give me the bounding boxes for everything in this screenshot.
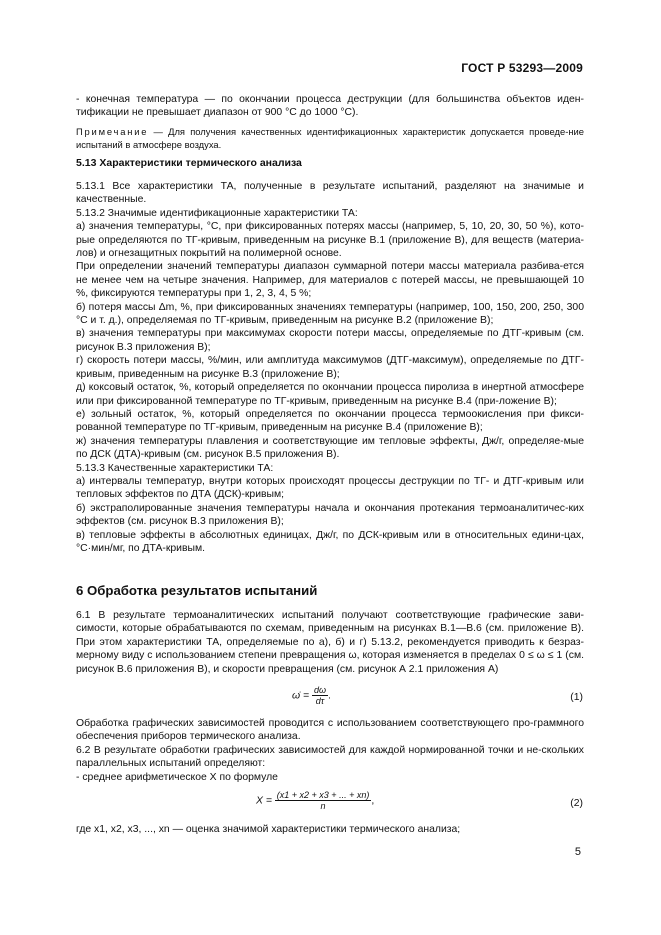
equation-1-denominator: dτ xyxy=(315,696,325,706)
note-text: — Для получения качественных идентификационных характеристик допускается проведе-ние испытаний в атмосфере воздуха. xyxy=(76,126,584,150)
paragraph-mean: - среднее арифметическое X по формуле xyxy=(76,771,278,783)
item-d-coke: д) коксовый остаток, %, который определяется по окончании процесса пиролиза в инертной атмосфере или при фиксированной температуре по ТГ-кривым, приведенным на рисунке В.4 (при-ложение В); xyxy=(76,382,584,407)
item-zh-melting: ж) значения температуры плавления и соответствующие им тепловые эффекты, Дж/г, определяе-мые по ДСК (ДТА)-кривым (см. рисунок В.5 приложения В). xyxy=(76,435,584,461)
equation-2-fraction xyxy=(275,790,375,811)
equation-2-number: (2) xyxy=(570,798,583,809)
section-6-1-body xyxy=(76,609,584,676)
intro-block xyxy=(76,93,584,120)
page-number: 5 xyxy=(574,846,581,858)
paragraph-processing: Обработка графических зависимостей проводится с использованием соответствующего про-граммного обеспечения приборов термического анализа. xyxy=(76,718,584,743)
paragraph-5-13-1: 5.13.1 Все характеристики ТА, полученные в результате испытаний, разделяют на значимые и качественные. xyxy=(76,181,584,206)
item-qa-intervals: а) интервалы температур, внутри которых происходят процессы деструкции по ТГ- и ДТГ-кривым или тепловых эффектов по ДТА (ДСК)-кривым; xyxy=(76,475,584,501)
item-a-temperature: а) значения температуры, °С, при фиксированных потерях массы (например, 5, 10, 20, 30, 50 %), кото-рые определяются по ТГ-кривым, приведенным на рисунке В.1 (приложение В), для веществ (материа-лов) и огнезащитных покрытий на полимерной основе. xyxy=(76,221,584,260)
equation-1-numerator: dω xyxy=(313,685,326,695)
equation-2-numerator: (x1 + x2 + x3 + ... + xn) xyxy=(276,790,370,800)
item-v-dtg: в) значения температуры при максимумах скорости потери массы, определяемые по ДТГ-кривым (см. рисунок В.3 приложения В); xyxy=(76,328,584,353)
paragraph-5-13-2: 5.13.2 Значимые идентификационные характеристики ТА: xyxy=(76,207,358,219)
note-label: Примечание xyxy=(76,126,149,137)
equation-1-fraction xyxy=(312,685,328,706)
standard-header: ГОСТ Р 53293—2009 xyxy=(461,61,583,75)
item-g-rate: г) скорость потери массы, %/мин, или амплитуда максимумов (ДТГ-максимум), определяемые по ДТГ-кривым, приведенным на рисунке В.3 (приложение В); xyxy=(76,355,584,380)
paragraph-6-2: 6.2 В результате обработки графических зависимостей для каждой нормированной точки и не-скольких параллельных испытаний определяют: xyxy=(76,744,584,770)
equation-1-number: (1) xyxy=(570,692,583,703)
item-e-ash: е) зольный остаток, %, который определяется по окончании процесса термоокисления при фикси-рованной температуре по ТГ-кривым, приведенным на рисунке В.4 (приложение В); xyxy=(76,408,584,434)
section-5-13-heading: 5.13 Характеристики термического анализа xyxy=(76,157,302,169)
where-line xyxy=(76,823,584,836)
equation-1 xyxy=(292,685,331,706)
item-b-mass-loss: б) потеря массы Δm, %, при фиксированных значениях температуры (например, 100, 150, 200, 250, 300 °С и т. д.), определяемая по ТГ-кривым, приведенным на рисунке В.2 (приложение В); xyxy=(76,301,584,327)
item-qv-thermal: в) тепловые эффекты в абсолютных единицах, Дж/г, по ДСК-кривым или в относительных едини-цах, °С·мин/мг, по ДТА-кривым. xyxy=(76,529,584,554)
section-6-2-body xyxy=(76,717,584,784)
note-block xyxy=(76,126,584,151)
paragraph-6-1: 6.1 В результате термоаналитических испытаний получают соответствующие графические зави-симости, которые обрабатываются по схемам, приведенным на рисунках В.1—В.6 (см. приложение В). При этом характеристики ТА, определяемые по а), б) и г) 5.13.2, рекомендуется приводить к безраз-мерному виду с использованием степени превращения ω, которая изменяется в пределах 0 ≤ ω ≤ 1 (см. рисунок В.6 приложения В), и скорости превращения (см. рисунок А 2.1 приложения А) xyxy=(76,610,584,675)
where-paragraph: где x1, x2, x3, ..., xn — оценка значимой характеристики термического анализа; xyxy=(76,824,461,835)
item-a-note: При определении значений температуры диапазон суммарной потери массы материала разбива-ется не менее чем на четыре значения. Например, для материалов с потерей массы, не превышающей 10 %, фиксируются температуры при 1, 2, 3, 4, 5 %; xyxy=(76,261,584,300)
intro-paragraph: - конечная температура — по окончании процесса деструкции (для большинства объектов иден-тификации не превышает диапазон от 900 °С до 1000 °С). xyxy=(76,94,584,119)
section-5-13-body xyxy=(76,180,584,555)
equation-2-tail: , xyxy=(371,795,375,807)
section-6-heading: 6 Обработка результатов испытаний xyxy=(76,583,318,598)
equation-1-tail: . xyxy=(327,690,331,702)
paragraph-5-13-3: 5.13.3 Качественные характеристики ТА: xyxy=(76,462,274,474)
equation-2 xyxy=(256,790,374,811)
note-paragraph xyxy=(76,126,584,151)
equation-1-lhs: ω̇ = xyxy=(292,690,310,702)
item-qb-extrapolated: б) экстраполированные значения температуры начала и окончания протекания термоаналитичес-ких эффектов (см. рисунок В.3 приложения В); xyxy=(76,502,584,528)
equation-2-denominator: n xyxy=(320,801,326,811)
equation-2-lhs: X = xyxy=(256,795,272,807)
